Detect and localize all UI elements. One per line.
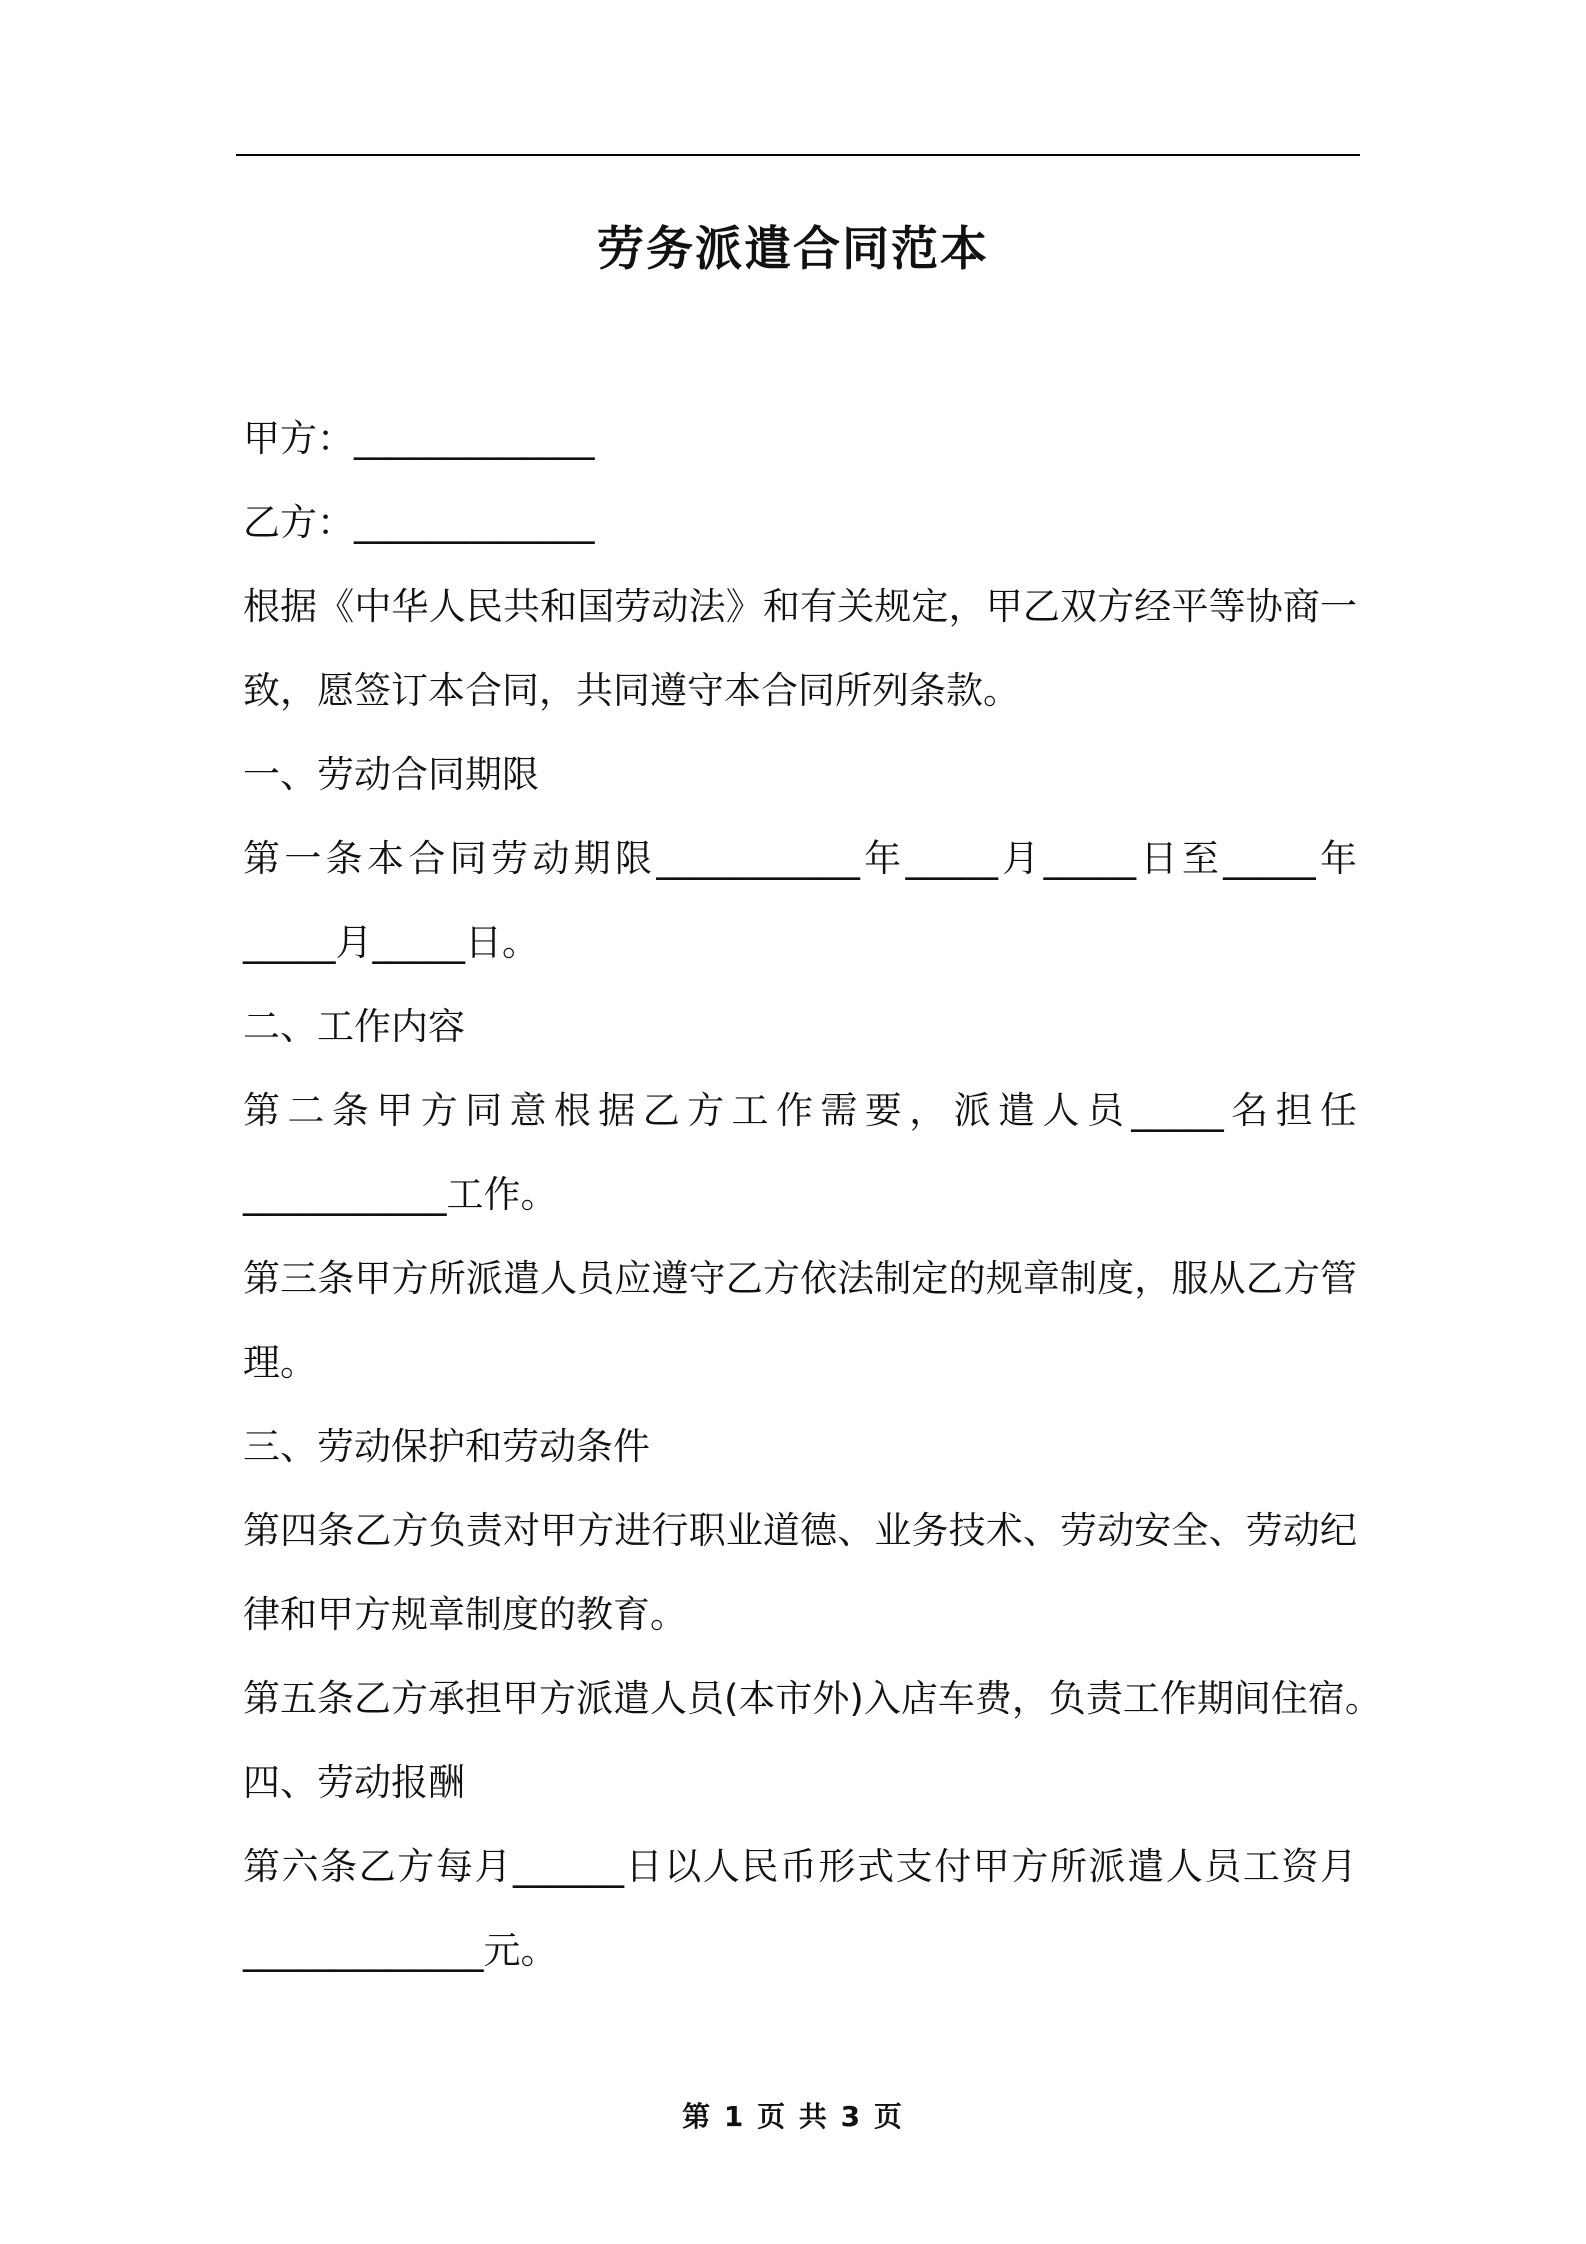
article-3-line-1: 第三条甲方所派遣人员应遵守乙方依法制定的规章制度，服从乙方管 [243,1257,1357,1300]
page-indicator: 第 1 页 共 3 页 [682,2100,904,2133]
section-heading-3: 三、劳动保护和劳动条件 [243,1425,650,1468]
article-4-line-1: 第四条乙方负责对甲方进行职业道德、业务技术、劳动安全、劳动纪 [243,1509,1357,1552]
article-2-line-2: ___________工作。 [243,1173,558,1216]
article-5-line-1: 第五条乙方承担甲方派遣人员(本市外)入店车费，负责工作期间住宿。 [243,1677,1382,1720]
section-heading-1: 一、劳动合同期限 [243,753,539,796]
section-heading-2: 二、工作内容 [243,1005,465,1048]
article-3-line-2: 理。 [243,1341,317,1384]
preamble-line-1: 根据《中华人民共和国劳动法》和有关规定，甲乙双方经平等协商一 [243,585,1357,628]
section-heading-4: 四、劳动报酬 [243,1761,465,1804]
party-a-line: 甲方：_____________ [243,417,595,460]
article-6-line-1: 第六条乙方每月______日以人民币形式支付甲方所派遣人员工资月 [243,1845,1357,1888]
party-b-line: 乙方：_____________ [243,501,595,544]
article-4-line-2: 律和甲方规章制度的教育。 [243,1593,687,1636]
preamble-line-2: 致，愿签订本合同，共同遵守本合同所列条款。 [243,669,1020,712]
article-2-line-1: 第二条甲方同意根据乙方工作需要，派遣人员_____名担任 [243,1089,1357,1132]
article-1-line-1: 第一条本合同劳动期限___________年_____月_____日至_____年 [243,837,1357,880]
article-1-line-2: _____月_____日。 [243,921,539,964]
header-rule [236,154,1360,156]
document-title: 劳务派遣合同范本 [597,222,989,277]
article-6-line-2: _____________元。 [243,1929,558,1972]
